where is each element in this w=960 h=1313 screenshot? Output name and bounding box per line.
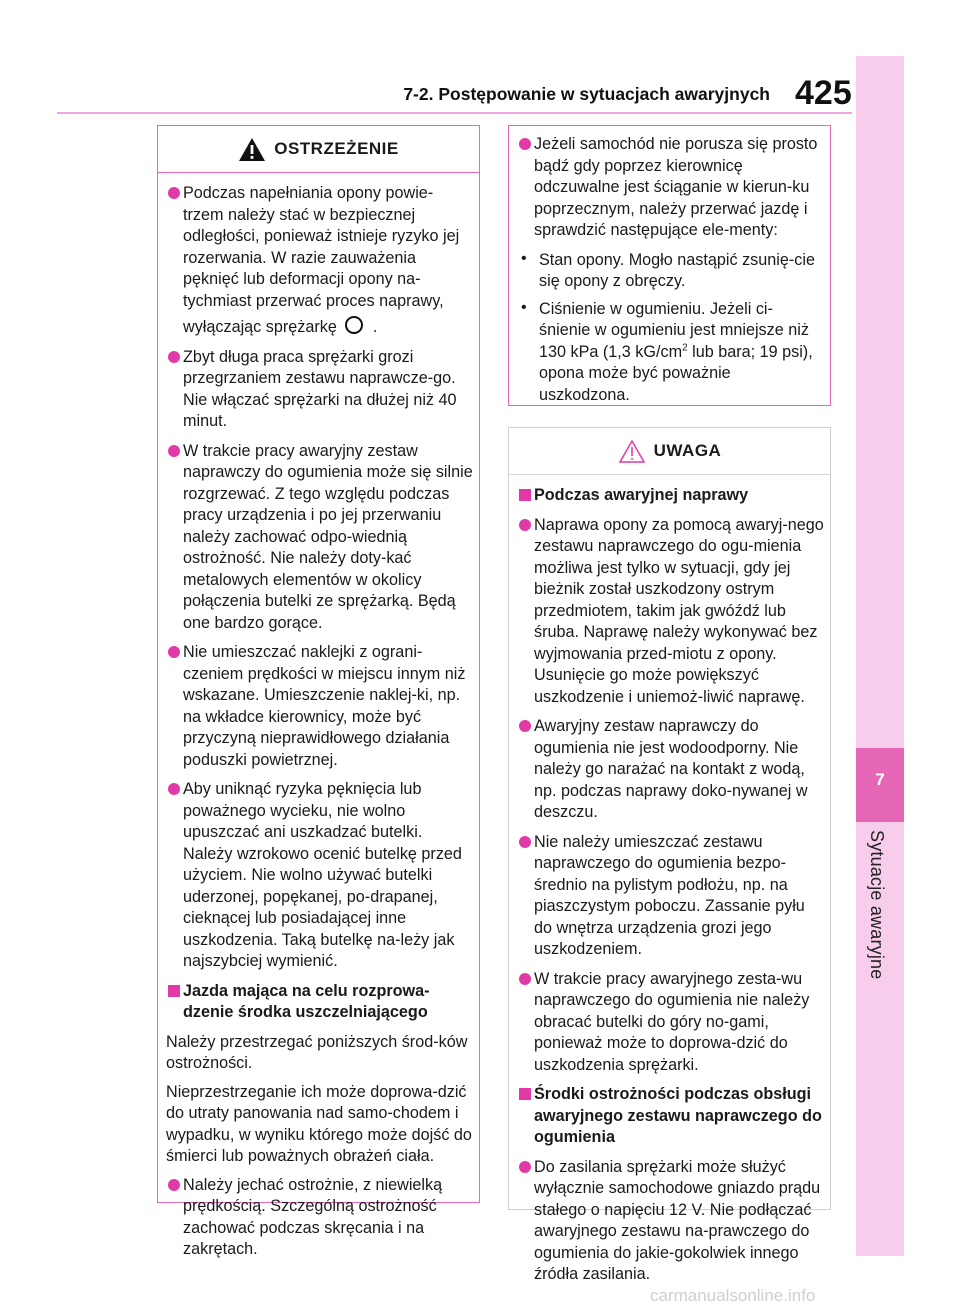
paragraph: Należy przestrzegać poniższych środ-ków ostrożności.: [166, 1032, 468, 1072]
list-item: [166, 347, 473, 433]
list-item-text: Podczas napełniania opony powie-trzem należy stać w bezpiecznej odległości, ponieważ istnieje ryzyko jej rozerwania. W razie zauważenia pęknięć lub deformacji opony na-tychmiast przerwać proces naprawy,: [183, 184, 460, 310]
bullet-dot-icon: [519, 973, 531, 985]
list-item-text: W trakcie pracy awaryjny zestaw naprawczy do ogumienia może się silnie rozgrzewać. Z tego względu podczas pracy urządzenia i po jej przerwaniu należy zachować odpo-wiednią ostrożność. Nie należy doty-kać metalowych elementów w okolicy połączenia butelki ze sprężarką. Będą one bardzo gorące.: [183, 441, 473, 632]
list-item-text: Naprawa opony za pomocą awaryj-nego zestawu naprawczego do ogu-mienia możliwa jest tylko w sytuacji, gdy jej bieżnik został uszkodzony ostrym przedmiotem, takim jak gwóźdź lub śruba. Naprawę należy wykonywać bez wyjmowania przed-miotu z opony. Usunięcie go może powiększyć uszkodzenie i uniemoż-liwić naprawę.: [534, 515, 824, 706]
list-item: [166, 441, 473, 635]
chapter-number: 7: [875, 770, 885, 789]
list-item: [517, 969, 824, 1077]
section-heading: [166, 981, 473, 1024]
superscript: 2: [682, 342, 688, 354]
notice-box: [508, 427, 831, 1283]
warning-box: [157, 125, 480, 1258]
warning-triangle-icon: [238, 137, 266, 162]
square-bullet-icon: [519, 489, 531, 501]
header-rule: [57, 112, 852, 114]
list-item-text: Awaryjny zestaw naprawczy do ogumienia nie jest wodoodporny. Nie należy go narażać na kontakt z wodą, np. podczas naprawy doko-nywanej w deszczu.: [534, 717, 808, 821]
bullet-dot-icon: [168, 1179, 180, 1191]
bullet-dot-icon: [519, 1161, 531, 1173]
side-tab: [856, 56, 904, 1256]
bullet-dot-icon: [168, 187, 180, 199]
list-item-text: Nie należy umieszczać zestawu naprawczego do ogumienia bezpo-średnio na pylistym podłożu, np. na piaszczystym poboczu. Zassanie pyłu do wnętrza urządzenia grozi jego uszkodzeniem.: [534, 832, 805, 958]
notice-box-title: UWAGA: [653, 441, 722, 460]
list-item: [517, 832, 824, 961]
bullet-dot-icon: [519, 138, 531, 150]
list-item: [166, 642, 473, 771]
section-heading-text: Środki ostrożności podczas obsługi awaryjnego zestawu naprawczego do ogumienia: [534, 1085, 822, 1146]
section-heading-text: Podczas awaryjnej naprawy: [534, 486, 749, 504]
list-item-text: W trakcie pracy awaryjnego zesta-wu naprawczego do ogumienia nie należy obracać butelki do góry no-gami, ponieważ może to doprowa-dzić do uszkodzenia sprężarki.: [534, 969, 810, 1074]
list-item-text: Aby uniknąć ryzyka pęknięcia lub poważnego wycieku, nie wolno upuszczać ani uszkadzać butelki. Należy wzrokowo ocenić butelkę przed użyciem. Nie wolno używać butelki uderzonej, popękanej, po-drapanej, cieknącej lub posiadającej inne uszkodzenia. Taką butelkę na-leży jak najszybciej wymienić.: [183, 780, 462, 970]
list-item-text: Jeżeli samochód nie porusza się prosto bądź gdy poprzez kierownicę odczuwalne jest ściąganie w kierun-ku poprzecznym, należy przerwać jazdę i sprawdzić następujące ele-menty:: [534, 135, 818, 239]
square-bullet-icon: [519, 1088, 531, 1100]
bullet-dot-icon: [168, 351, 180, 363]
bullet-dot-icon: [519, 519, 531, 531]
list-item: [517, 134, 824, 242]
sub-bullet-text: [539, 299, 824, 407]
sub-bullet-item: [517, 299, 824, 407]
list-item-text: Do zasilania sprężarki może służyć wyłącznie samochodowe gniazdo prądu stałego o napięciu 12 V. Nie podłączać awaryjnego zestawu na-prawczego do ogumienia do jakie-gokolwiek innego źródła zasilania.: [534, 1157, 821, 1283]
caution-triangle-icon: [618, 439, 646, 464]
section-heading-text: Jazda mająca na celu rozprowa-dzenie środka uszczelniającego: [183, 981, 430, 1021]
section-heading: [517, 1084, 824, 1149]
bullet-dot-icon: [168, 783, 180, 795]
bullet-dot-icon: [168, 445, 180, 457]
bullet-mark: •: [521, 249, 527, 267]
switch-off-end: .: [372, 318, 378, 336]
list-item: [517, 515, 824, 709]
bullet-mark: •: [521, 298, 527, 316]
square-bullet-icon: [168, 985, 180, 997]
sub-bullet-text: Stan opony. Mogło nastąpić zsunię-cie się opony z obręczy.: [539, 250, 815, 290]
list-item-text: Nie umieszczać naklejki z ograni-czeniem prędkości w miejscu innym niż wskazane. Umieszczenie naklej-ki, np. na wkładce kierownicy, może być przyczyną nieprawidłowego działania poduszki powietrznej.: [183, 643, 466, 769]
section-heading: [517, 485, 824, 507]
bullet-dot-icon: [168, 646, 180, 658]
list-item-text: Zbyt długa praca sprężarki grozi przegrzaniem zestawu naprawcze-go. Nie włączać sprężarki na dłużej niż 40 minut.: [183, 347, 457, 430]
paragraph: Nieprzestrzeganie ich może doprowa-dzić do utraty panowania nad samo-chodem i wypadku, w wyniku którego może dojść do śmierci lub poważnych obrażeń ciała.: [166, 1082, 472, 1165]
bullet-dot-icon: [519, 720, 531, 732]
switch-off-line: [166, 316, 473, 339]
pressure-text-b: lub bara; 19 psi), opona może być poważnie uszkodzona.: [539, 342, 813, 404]
continuation-box: [508, 125, 831, 406]
warning-box-title: OSTRZEŻENIE: [274, 139, 399, 158]
switch-off-text: wyłączając sprężarkę: [183, 318, 337, 336]
list-item: [166, 1175, 473, 1261]
sub-bullet-item: [517, 250, 824, 293]
page-number: 425: [795, 74, 852, 112]
list-item: [517, 1157, 824, 1286]
header-title: 7-2. Postępowanie w sytuacjach awaryjnych: [403, 84, 770, 104]
list-item: [166, 183, 473, 312]
bullet-dot-icon: [519, 836, 531, 848]
notice-box-header: [509, 428, 830, 475]
watermark: carmanualsonline.info: [650, 1286, 816, 1305]
pressure-text-a: Ciśnienie w ogumieniu. Jeżeli ci-śnienie w ogumieniu jest mniejsze niż 130 kPa (1,3 kG/cm: [539, 299, 809, 361]
warning-box-header: [158, 126, 479, 173]
chapter-label: Sytuacje awaryjne: [867, 830, 887, 980]
list-item: [517, 716, 824, 824]
compressor-power-icon: [345, 316, 363, 334]
list-item: [166, 779, 473, 973]
list-item-text: Należy jechać ostrożnie, z niewielką prędkością. Szczególną ostrożność zachować podczas skręcania i na zakrętach.: [183, 1175, 443, 1258]
